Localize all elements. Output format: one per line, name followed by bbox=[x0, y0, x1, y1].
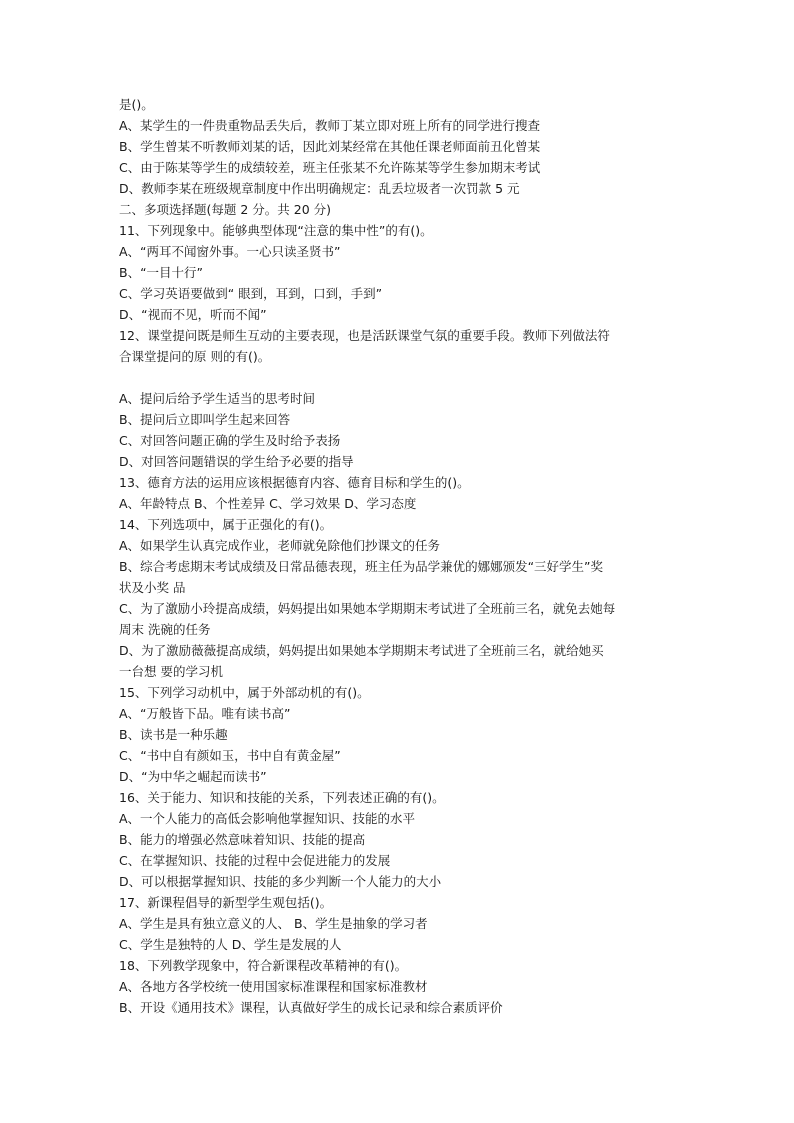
text-line: B、提问后立即叫学生起来回答 bbox=[119, 412, 291, 427]
text-line: C、在掌握知识、技能的过程中会促进能力的发展 bbox=[119, 853, 391, 868]
text-line: 12、课堂提问既是师生互动的主要表现，也是活跃课堂气氛的重要手段。教师下列做法符 bbox=[119, 328, 610, 343]
text-line: D、“为中华之崛起而读书” bbox=[119, 769, 267, 784]
text-line: A、年龄特点 B、个性差异 C、学习效果 D、学习态度 bbox=[119, 496, 417, 511]
text-line: D、教师李某在班级规章制度中作出明确规定：乱丢垃圾者一次罚款 5 元 bbox=[119, 181, 520, 196]
text-line: D、为了激励薇薇提高成绩，妈妈提出如果她本学期期末考试进了全班前三名，就给她买 bbox=[119, 643, 604, 658]
text-line: 13、德育方法的运用应该根据德育内容、德育目标和学生的()。 bbox=[119, 475, 470, 490]
text-line: 状及小奖 品 bbox=[119, 580, 186, 595]
text-line: C、学习英语要做到“ 眼到，耳到，口到，手到” bbox=[119, 286, 383, 301]
document-body bbox=[119, 94, 679, 1018]
text-line: B、综合考虑期末考试成绩及日常品德表现，班主任为品学兼优的娜娜颁发“三好学生”奖 bbox=[119, 559, 604, 574]
text-line: C、对回答问题正确的学生及时给予表扬 bbox=[119, 433, 341, 448]
text-line: A、学生是具有独立意义的人、 B、学生是抽象的学习者 bbox=[119, 916, 428, 931]
text-line: C、“书中自有颜如玉，书中自有黄金屋” bbox=[119, 748, 341, 763]
text-line: A、各地方各学校统一使用国家标准课程和国家标准教材 bbox=[119, 979, 428, 994]
text-line: A、“两耳不闻窗外事。一心只读圣贤书” bbox=[119, 244, 341, 259]
text-line: 合课堂提问的原 则的有()。 bbox=[119, 349, 271, 364]
text-line: C、学生是独特的人 D、学生是发展的人 bbox=[119, 937, 342, 952]
text-line: B、读书是一种乐趣 bbox=[119, 727, 228, 742]
text-line: B、开设《通用技术》课程，认真做好学生的成长记录和综合素质评价 bbox=[119, 1000, 503, 1015]
text-block-bottom bbox=[119, 388, 679, 1018]
text-line: 16、关于能力、知识和技能的关系，下列表述正确的有()。 bbox=[119, 790, 445, 805]
text-line: 18、下列教学现象中，符合新课程改革精神的有()。 bbox=[119, 958, 408, 973]
text-line: B、学生曾某不听教师刘某的话，因此刘某经常在其他任课老师面前丑化曾某 bbox=[119, 139, 541, 154]
text-line: 周末 洗碗的任务 bbox=[119, 622, 211, 637]
text-line: A、某学生的一件贵重物品丢失后，教师丁某立即对班上所有的同学进行搜查 bbox=[119, 118, 541, 133]
text-line: 11、下列现象中。能够典型体现“注意的集中性”的有()。 bbox=[119, 223, 433, 238]
text-line: A、如果学生认真完成作业，老师就免除他们抄课文的任务 bbox=[119, 538, 441, 553]
text-line: 一台想 要的学习机 bbox=[119, 664, 223, 679]
text-line: D、对回答问题错误的学生给予必要的指导 bbox=[119, 454, 354, 469]
text-line: A、“万般皆下品。唯有读书高” bbox=[119, 706, 291, 721]
text-line: B、“一目十行” bbox=[119, 265, 204, 280]
text-block-top bbox=[119, 94, 679, 367]
text-line: D、“视而不见，听而不闻” bbox=[119, 307, 267, 322]
text-line: A、一个人能力的高低会影响他掌握知识、技能的水平 bbox=[119, 811, 416, 826]
text-line: 15、下列学习动机中，属于外部动机的有()。 bbox=[119, 685, 370, 700]
text-line: 17、新课程倡导的新型学生观包括()。 bbox=[119, 895, 333, 910]
text-line: B、能力的增强必然意味着知识、技能的提高 bbox=[119, 832, 366, 847]
blank-line bbox=[119, 367, 679, 388]
text-line: C、为了激励小玲提高成绩，妈妈提出如果她本学期期末考试进了全班前三名，就免去她每 bbox=[119, 601, 616, 616]
text-line: 14、下列选项中，属于正强化的有()。 bbox=[119, 517, 333, 532]
text-line: C、由于陈某等学生的成绩较差，班主任张某不允许陈某等学生参加期末考试 bbox=[119, 160, 541, 175]
text-line: A、提问后给予学生适当的思考时间 bbox=[119, 391, 316, 406]
text-line: 是()。 bbox=[119, 97, 154, 112]
text-line: 二、多项选择题(每题 2 分。共 20 分) bbox=[119, 202, 332, 217]
text-line: D、可以根据掌握知识、技能的多少判断一个人能力的大小 bbox=[119, 874, 442, 889]
